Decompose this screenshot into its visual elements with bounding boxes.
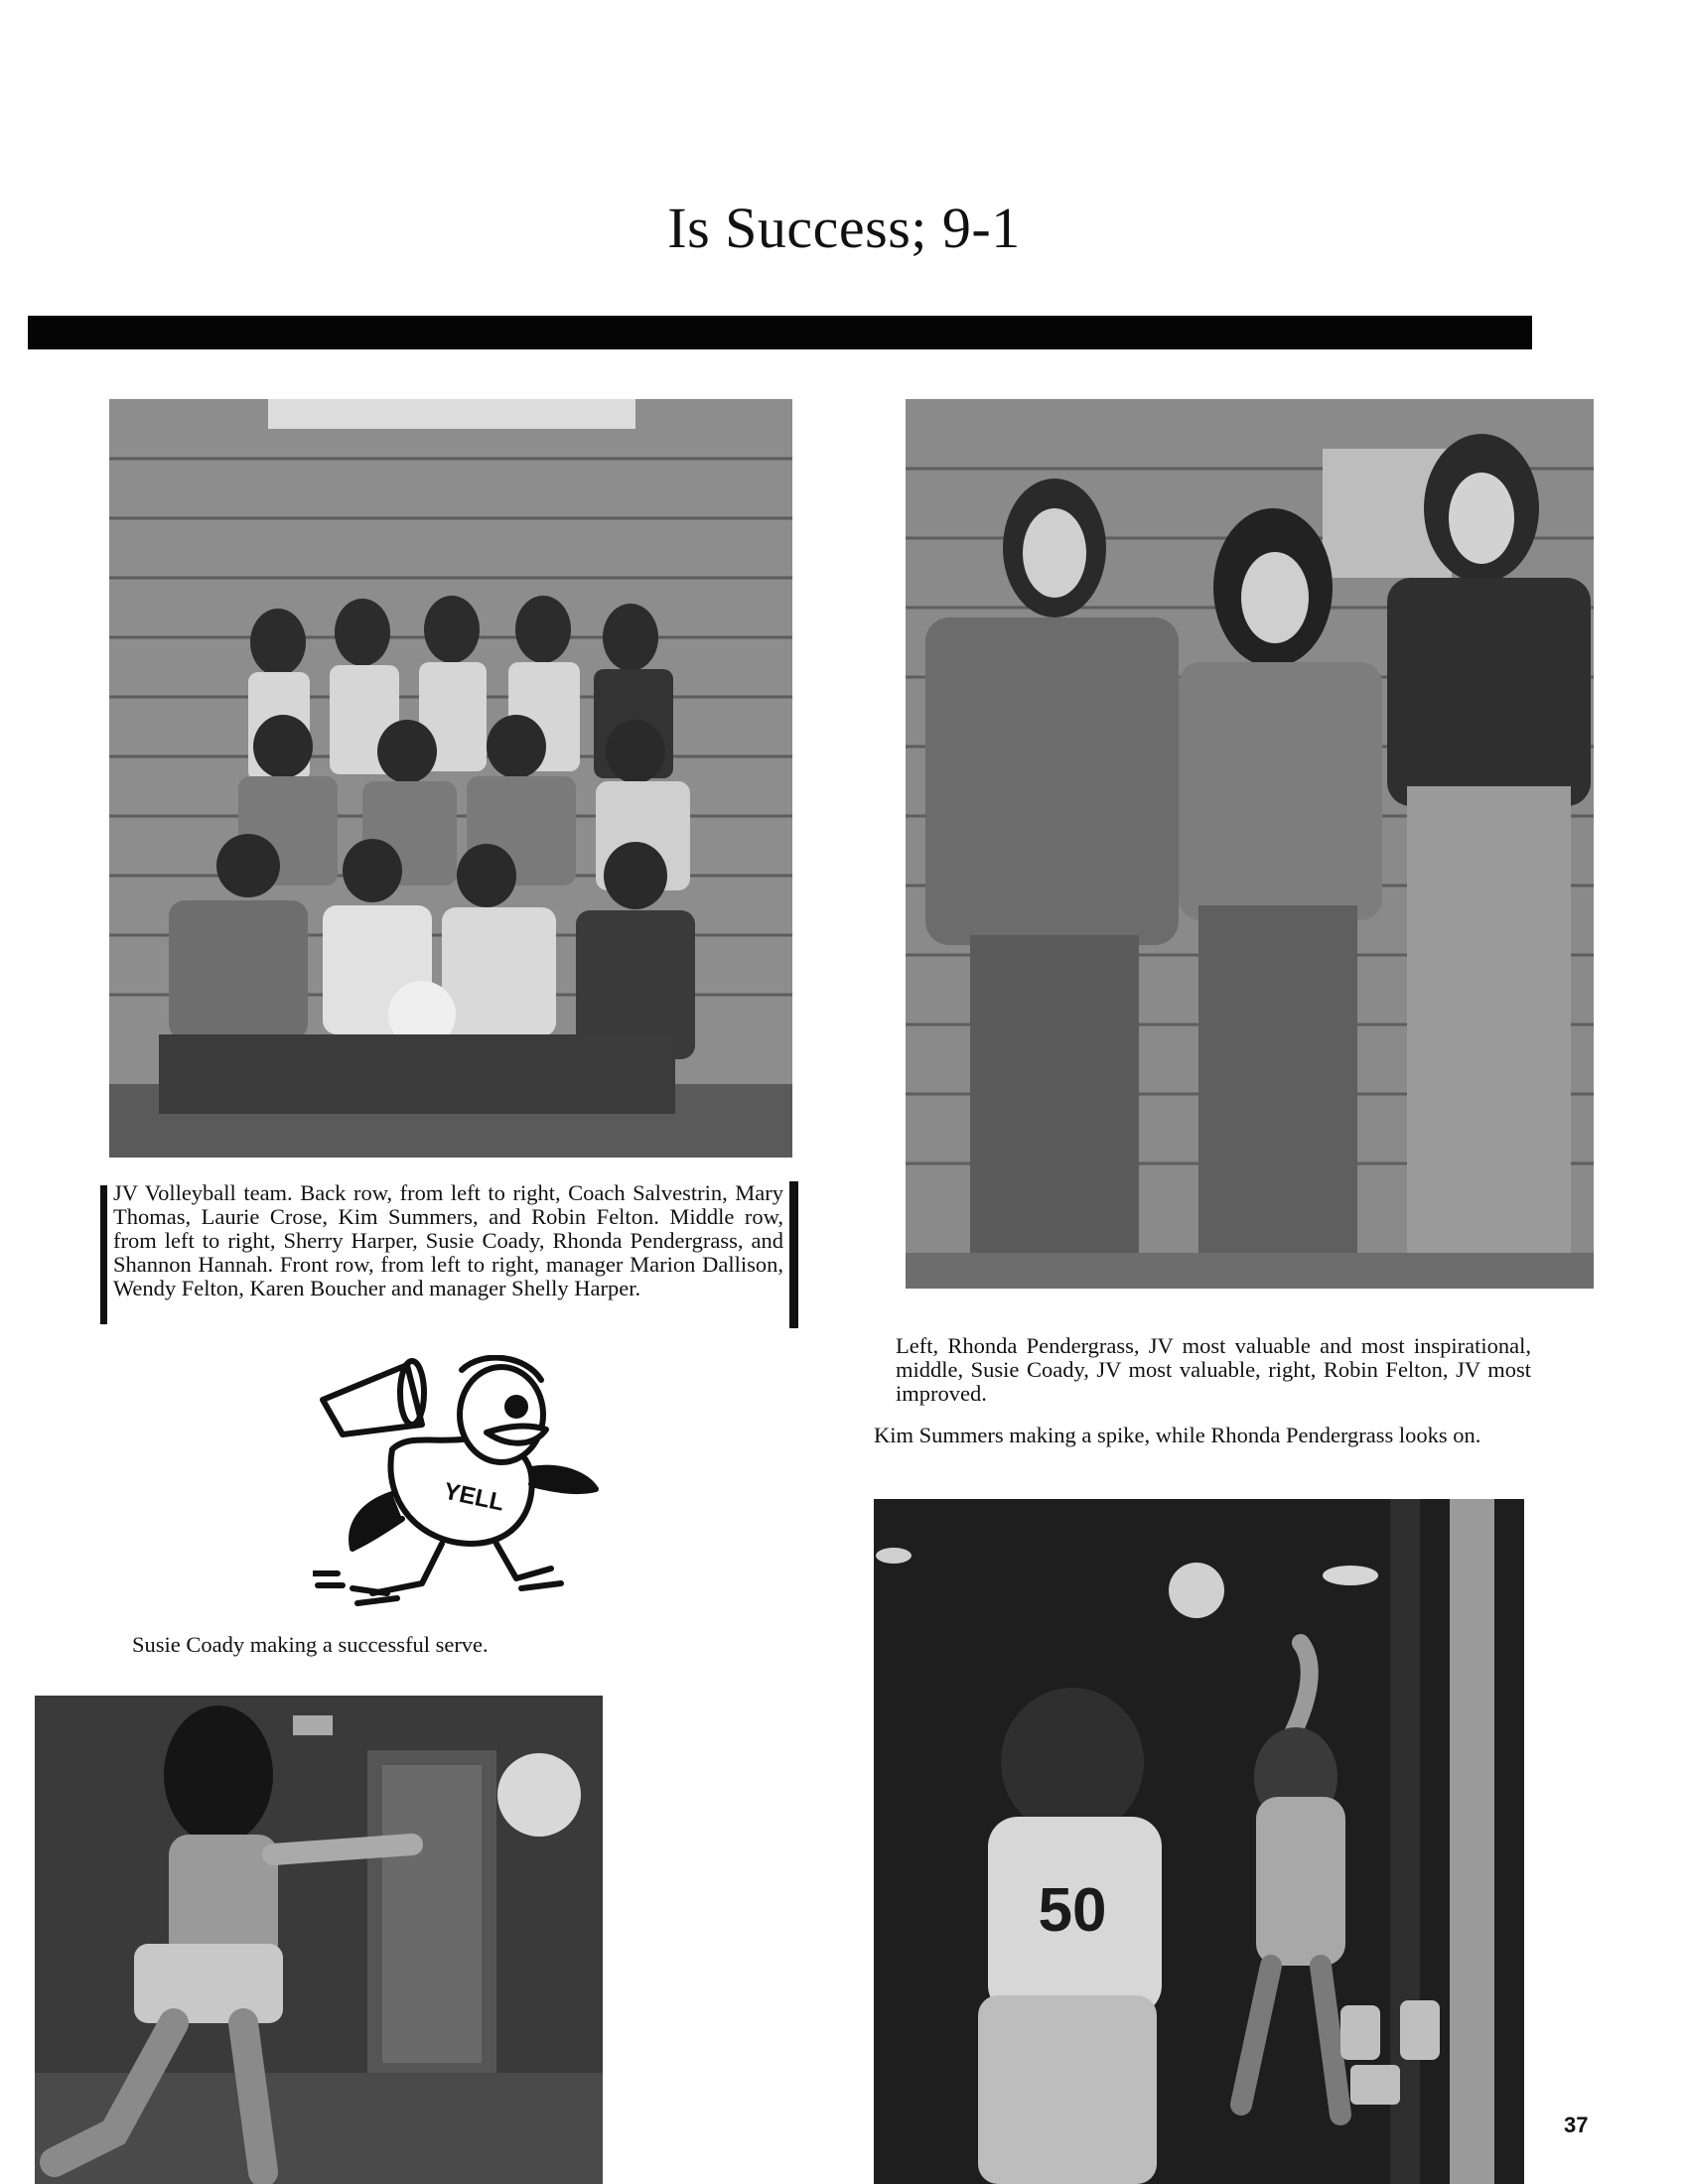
jersey-number: 50 [1038,1876,1107,1945]
mascot-shirt-text: YELL [441,1477,507,1517]
caption-bar-right [789,1181,798,1328]
page-title: Is Success; 9-1 [667,196,1021,260]
award-winners-caption: Left, Rhonda Pendergrass, JV most valuable and most inspirational, middle, Susie Coady, JV most valuable, right, Robin Felton, JV most improved. [896,1333,1531,1406]
caption-bar-left [100,1185,107,1324]
serve-photo [35,1696,603,2184]
serve-photo-caption: Susie Coady making a successful serve. [132,1632,489,1657]
yell-bird-mascot [313,1355,635,1613]
header-rule [28,316,1532,349]
award-winners-photo [906,399,1594,1289]
page-number: 37 [1564,2113,1589,2137]
spike-photo [874,1499,1524,2184]
team-photo [109,399,792,1158]
team-photo-caption: JV Volleyball team. Back row, from left to right, Coach Salvestrin, Mary Thomas, Laurie Crose, Kim Summers, and Robin Felton. Middle row, from left to right, Sherry Harper, Susie Coady, Rhonda Pendergrass, and Shannon Hannah. Front row, from left to right, manager Marion Dallison, Wendy Felton, Karen Boucher and manager Shelly Harper. [113,1180,783,1300]
spike-photo-caption: Kim Summers making a spike, while Rhonda Pendergrass looks on. [874,1423,1481,1447]
